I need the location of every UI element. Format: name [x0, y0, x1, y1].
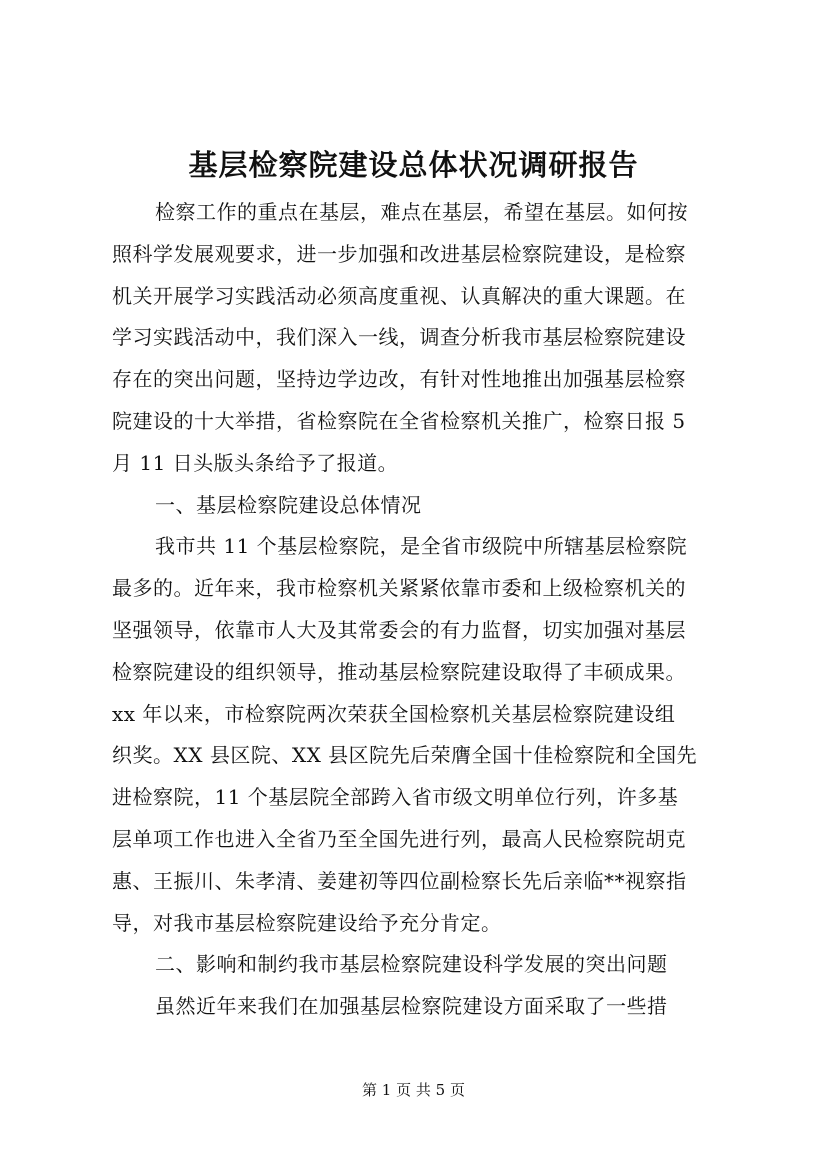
paragraph-line-16: 惠、王振川、朱孝清、姜建初等四位副检察长先后亲临**视察指	[112, 868, 687, 893]
paragraph-line-10: 坚强领导，依靠市人大及其常委会的有力监督，切实加强对基层	[112, 617, 686, 642]
paragraph-line-13: 织奖。XX 县区院、XX 县区院先后荣膺全国十佳检察院和全国先	[112, 743, 698, 768]
paragraph-line-12: xx 年以来，市检察院两次荣获全国检察机关基层检察院建设组	[112, 701, 676, 726]
paragraph-line-11: 检察院建设的组织领导，推动基层检察院建设取得了丰硕成果。	[112, 659, 686, 684]
paragraph-line-17: 导，对我市基层检察院建设给予充分肯定。	[112, 910, 502, 935]
section-heading-1: 一、基层检察院建设总体情况	[155, 492, 422, 517]
paragraph-line-15: 层单项工作也进入全省乃至全国先进行列，最高人民检察院胡克	[112, 826, 686, 851]
paragraph-line-8: 我市共 11 个基层检察院，是全省市级院中所辖基层检察院	[155, 534, 688, 559]
page-number-footer: 第 1 页 共 5 页	[362, 1081, 465, 1099]
paragraph-line-14: 进检察院，11 个基层院全部跨入省市级文明单位行列，许多基	[112, 785, 679, 810]
paragraph-line-4: 学习实践活动中，我们深入一线，调查分析我市基层检察院建设	[112, 325, 686, 350]
paragraph-line-6: 院建设的十大举措，省检察院在全省检察机关推广，检察日报 5	[112, 408, 686, 433]
paragraph-line-7: 月 11 日头版头条给予了报道。	[112, 450, 399, 475]
paragraph-line-5: 存在的突出问题，坚持边学边改，有针对性地推出加强基层检察	[112, 367, 686, 392]
section-heading-2: 二、影响和制约我市基层检察院建设科学发展的突出问题	[155, 952, 668, 977]
paragraph-line-9: 最多的。近年来，我市检察机关紧紧依靠市委和上级检察机关的	[112, 576, 686, 601]
paragraph-line-2: 照科学发展观要求，进一步加强和改进基层检察院建设，是检察	[112, 241, 686, 266]
document-title: 基层检察院建设总体状况调研报告	[188, 148, 639, 182]
paragraph-line-1: 检察工作的重点在基层，难点在基层，希望在基层。如何按	[155, 200, 688, 224]
document-body	[112, 192, 752, 1028]
paragraph-line-3: 机关开展学习实践活动必须高度重视、认真解决的重大课题。在	[112, 283, 686, 308]
paragraph-line-18: 虽然近年来我们在加强基层检察院建设方面采取了一些措	[155, 994, 668, 1019]
